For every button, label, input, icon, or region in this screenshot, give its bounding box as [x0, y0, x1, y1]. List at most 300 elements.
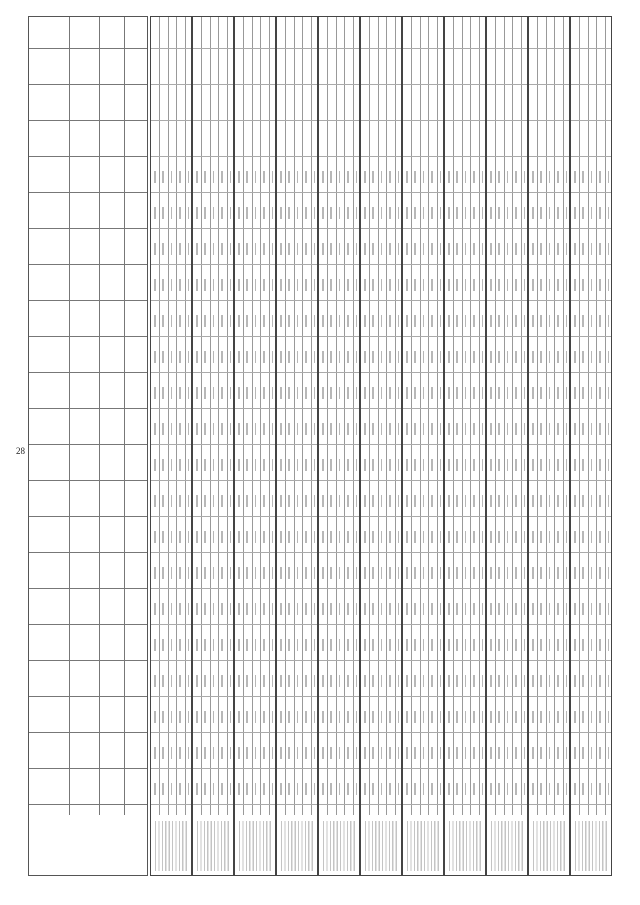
illegible-cell-mark	[557, 351, 559, 363]
illegible-cell-mark	[582, 675, 584, 687]
illegible-cell-mark	[314, 675, 316, 687]
column-rule	[151, 300, 191, 301]
illegible-cell-mark	[238, 711, 240, 723]
column-rule	[445, 732, 485, 733]
illegible-cell-mark	[599, 171, 601, 183]
illegible-cell-mark	[280, 783, 282, 795]
column-rule	[277, 48, 317, 49]
illegible-cell-mark	[204, 279, 206, 291]
illegible-cell-mark	[280, 711, 282, 723]
column-rule	[571, 660, 611, 661]
illegible-cell-mark	[246, 711, 248, 723]
illegible-cell-mark	[574, 711, 576, 723]
illegible-cell-mark	[238, 531, 240, 543]
illegible-cell-mark	[473, 567, 475, 579]
illegible-cell-mark	[356, 387, 358, 399]
column-rule	[361, 444, 401, 445]
illegible-cell-mark	[448, 423, 450, 435]
illegible-cell-mark	[456, 639, 458, 651]
illegible-cell-mark	[540, 423, 542, 435]
column-rule	[277, 516, 317, 517]
illegible-cell-mark	[305, 387, 307, 399]
illegible-cell-mark	[305, 495, 307, 507]
illegible-cell-mark	[490, 711, 492, 723]
column-rule	[487, 732, 527, 733]
illegible-cell-mark	[515, 531, 517, 543]
column-rule	[361, 372, 401, 373]
illegible-cell-mark	[599, 495, 601, 507]
illegible-cell-mark	[204, 783, 206, 795]
illegible-cell-mark	[364, 459, 366, 471]
column-rule	[277, 372, 317, 373]
illegible-cell-mark	[608, 495, 610, 507]
illegible-cell-mark	[364, 171, 366, 183]
illegible-cell-mark	[440, 207, 442, 219]
illegible-cell-mark	[524, 351, 526, 363]
illegible-cell-mark	[288, 567, 290, 579]
illegible-cell-mark	[272, 423, 274, 435]
illegible-cell-mark	[414, 783, 416, 795]
illegible-cell-mark	[490, 279, 492, 291]
illegible-cell-mark	[162, 783, 164, 795]
column-rule	[319, 228, 359, 229]
illegible-cell-mark	[246, 747, 248, 759]
column-rule	[361, 192, 401, 193]
illegible-cell-mark	[498, 675, 500, 687]
illegible-cell-mark	[456, 387, 458, 399]
illegible-cell-mark	[347, 207, 349, 219]
column-rule	[277, 336, 317, 337]
column-rule	[445, 696, 485, 697]
illegible-cell-mark	[339, 603, 341, 615]
illegible-cell-mark	[465, 711, 467, 723]
illegible-cell-mark	[213, 207, 215, 219]
header-column-divider	[29, 372, 147, 373]
illegible-cell-mark	[221, 711, 223, 723]
column-rule	[319, 408, 359, 409]
illegible-cell-mark	[263, 495, 265, 507]
column-rule	[529, 336, 569, 337]
illegible-cell-mark	[431, 459, 433, 471]
illegible-cell-mark	[322, 387, 324, 399]
illegible-cell-mark	[582, 387, 584, 399]
illegible-cell-mark	[297, 423, 299, 435]
illegible-cell-mark	[574, 531, 576, 543]
column-rule	[487, 804, 527, 805]
illegible-cell-mark	[255, 459, 257, 471]
column-rule	[151, 660, 191, 661]
illegible-cell-mark	[389, 387, 391, 399]
illegible-cell-mark	[423, 603, 425, 615]
illegible-cell-mark	[431, 279, 433, 291]
illegible-cell-mark	[305, 675, 307, 687]
column-rule	[361, 768, 401, 769]
illegible-cell-mark	[263, 171, 265, 183]
illegible-cell-mark	[280, 459, 282, 471]
illegible-cell-mark	[196, 495, 198, 507]
illegible-cell-mark	[431, 531, 433, 543]
illegible-cell-mark	[297, 459, 299, 471]
illegible-cell-mark	[406, 711, 408, 723]
illegible-cell-mark	[171, 603, 173, 615]
column-rule	[487, 768, 527, 769]
illegible-cell-mark	[448, 639, 450, 651]
column-rule	[571, 444, 611, 445]
illegible-cell-mark	[305, 747, 307, 759]
illegible-cell-mark	[389, 711, 391, 723]
illegible-cell-mark	[364, 315, 366, 327]
illegible-cell-mark	[440, 459, 442, 471]
illegible-cell-mark	[221, 675, 223, 687]
illegible-cell-mark	[557, 675, 559, 687]
illegible-cell-mark	[196, 279, 198, 291]
column-rule	[403, 156, 443, 157]
column-rule	[319, 516, 359, 517]
illegible-cell-mark	[330, 747, 332, 759]
illegible-cell-mark	[339, 243, 341, 255]
illegible-cell-mark	[465, 171, 467, 183]
illegible-cell-mark	[566, 603, 568, 615]
illegible-cell-mark	[482, 603, 484, 615]
illegible-cell-mark	[196, 639, 198, 651]
column-rule	[319, 732, 359, 733]
illegible-cell-mark	[456, 459, 458, 471]
illegible-cell-mark	[297, 531, 299, 543]
illegible-cell-mark	[330, 783, 332, 795]
illegible-cell-mark	[456, 747, 458, 759]
illegible-row-description	[533, 821, 565, 871]
illegible-cell-mark	[154, 459, 156, 471]
illegible-cell-mark	[280, 315, 282, 327]
illegible-cell-mark	[347, 567, 349, 579]
illegible-cell-mark	[524, 207, 526, 219]
illegible-cell-mark	[582, 747, 584, 759]
illegible-cell-mark	[566, 711, 568, 723]
illegible-cell-mark	[389, 459, 391, 471]
illegible-cell-mark	[574, 675, 576, 687]
illegible-cell-mark	[238, 315, 240, 327]
column-rule	[235, 444, 275, 445]
illegible-cell-mark	[356, 603, 358, 615]
illegible-cell-mark	[574, 243, 576, 255]
illegible-cell-mark	[280, 279, 282, 291]
illegible-cell-mark	[372, 423, 374, 435]
illegible-cell-mark	[423, 171, 425, 183]
illegible-cell-mark	[356, 243, 358, 255]
illegible-cell-mark	[322, 675, 324, 687]
column-rule	[403, 264, 443, 265]
illegible-cell-mark	[515, 387, 517, 399]
illegible-cell-mark	[414, 603, 416, 615]
illegible-cell-mark	[263, 711, 265, 723]
column-rule	[571, 300, 611, 301]
illegible-cell-mark	[263, 459, 265, 471]
column-rule	[529, 696, 569, 697]
illegible-cell-mark	[204, 603, 206, 615]
illegible-cell-mark	[456, 171, 458, 183]
illegible-cell-mark	[221, 531, 223, 543]
illegible-cell-mark	[507, 171, 509, 183]
illegible-cell-mark	[524, 243, 526, 255]
column-rule	[235, 120, 275, 121]
illegible-cell-mark	[431, 567, 433, 579]
illegible-cell-mark	[372, 639, 374, 651]
illegible-cell-mark	[196, 387, 198, 399]
column-rule	[571, 84, 611, 85]
header-column-divider	[29, 696, 147, 697]
illegible-cell-mark	[213, 171, 215, 183]
illegible-cell-mark	[482, 567, 484, 579]
column-rule	[319, 552, 359, 553]
illegible-cell-mark	[322, 351, 324, 363]
illegible-cell-mark	[482, 351, 484, 363]
illegible-cell-mark	[490, 603, 492, 615]
illegible-cell-mark	[171, 531, 173, 543]
illegible-cell-mark	[246, 243, 248, 255]
illegible-cell-mark	[272, 711, 274, 723]
column-rule	[529, 732, 569, 733]
illegible-cell-mark	[582, 459, 584, 471]
illegible-cell-mark	[414, 531, 416, 543]
column-rule	[487, 372, 527, 373]
illegible-cell-mark	[524, 531, 526, 543]
illegible-cell-mark	[280, 747, 282, 759]
illegible-cell-mark	[599, 207, 601, 219]
illegible-cell-mark	[154, 279, 156, 291]
illegible-cell-mark	[448, 459, 450, 471]
illegible-cell-mark	[431, 207, 433, 219]
illegible-cell-mark	[297, 567, 299, 579]
illegible-cell-mark	[465, 423, 467, 435]
header-column-divider	[29, 732, 147, 733]
illegible-cell-mark	[582, 531, 584, 543]
illegible-cell-mark	[347, 639, 349, 651]
illegible-cell-mark	[288, 171, 290, 183]
illegible-cell-mark	[423, 711, 425, 723]
illegible-cell-mark	[549, 207, 551, 219]
illegible-cell-mark	[204, 567, 206, 579]
illegible-cell-mark	[347, 495, 349, 507]
illegible-cell-mark	[599, 639, 601, 651]
illegible-cell-mark	[339, 711, 341, 723]
illegible-cell-mark	[305, 423, 307, 435]
column-rule	[151, 120, 191, 121]
illegible-cell-mark	[389, 315, 391, 327]
illegible-cell-mark	[356, 783, 358, 795]
illegible-cell-mark	[431, 243, 433, 255]
illegible-cell-mark	[599, 315, 601, 327]
illegible-cell-mark	[314, 171, 316, 183]
column-rule	[487, 300, 527, 301]
table-row-group	[570, 16, 612, 876]
illegible-cell-mark	[465, 495, 467, 507]
illegible-cell-mark	[414, 639, 416, 651]
illegible-cell-mark	[196, 459, 198, 471]
column-rule	[151, 408, 191, 409]
illegible-cell-mark	[423, 531, 425, 543]
illegible-cell-mark	[196, 567, 198, 579]
illegible-cell-mark	[599, 351, 601, 363]
column-rule	[529, 156, 569, 157]
illegible-cell-mark	[591, 567, 593, 579]
illegible-cell-mark	[456, 423, 458, 435]
illegible-cell-mark	[322, 495, 324, 507]
illegible-cell-mark	[330, 675, 332, 687]
illegible-cell-mark	[347, 783, 349, 795]
illegible-cell-mark	[599, 531, 601, 543]
illegible-cell-mark	[515, 675, 517, 687]
illegible-cell-mark	[162, 387, 164, 399]
illegible-cell-mark	[322, 531, 324, 543]
header-column-divider	[29, 552, 147, 553]
illegible-cell-mark	[515, 495, 517, 507]
illegible-cell-mark	[591, 747, 593, 759]
column-rule	[193, 588, 233, 589]
illegible-cell-mark	[196, 171, 198, 183]
column-rule	[445, 480, 485, 481]
illegible-cell-mark	[154, 495, 156, 507]
illegible-cell-mark	[288, 423, 290, 435]
illegible-cell-mark	[162, 747, 164, 759]
illegible-cell-mark	[263, 387, 265, 399]
illegible-cell-mark	[213, 711, 215, 723]
column-rule	[529, 660, 569, 661]
illegible-cell-mark	[574, 747, 576, 759]
illegible-cell-mark	[272, 171, 274, 183]
illegible-cell-mark	[591, 639, 593, 651]
illegible-cell-mark	[162, 495, 164, 507]
illegible-cell-mark	[549, 531, 551, 543]
illegible-cell-mark	[196, 783, 198, 795]
illegible-cell-mark	[381, 711, 383, 723]
illegible-cell-mark	[406, 243, 408, 255]
illegible-cell-mark	[339, 423, 341, 435]
column-rule	[235, 696, 275, 697]
illegible-cell-mark	[246, 171, 248, 183]
illegible-cell-mark	[272, 351, 274, 363]
illegible-cell-mark	[498, 171, 500, 183]
illegible-cell-mark	[482, 315, 484, 327]
illegible-cell-mark	[263, 747, 265, 759]
illegible-cell-mark	[498, 639, 500, 651]
illegible-cell-mark	[154, 387, 156, 399]
illegible-cell-mark	[591, 207, 593, 219]
illegible-cell-mark	[263, 783, 265, 795]
illegible-cell-mark	[456, 315, 458, 327]
illegible-cell-mark	[599, 459, 601, 471]
illegible-cell-mark	[171, 243, 173, 255]
illegible-cell-mark	[204, 171, 206, 183]
illegible-cell-mark	[305, 531, 307, 543]
illegible-cell-mark	[431, 783, 433, 795]
illegible-cell-mark	[188, 567, 190, 579]
header-column-divider	[29, 228, 147, 229]
illegible-cell-mark	[230, 675, 232, 687]
illegible-cell-mark	[406, 603, 408, 615]
illegible-cell-mark	[305, 639, 307, 651]
illegible-cell-mark	[507, 783, 509, 795]
illegible-cell-mark	[389, 207, 391, 219]
illegible-cell-mark	[557, 315, 559, 327]
illegible-cell-mark	[398, 783, 400, 795]
illegible-cell-mark	[171, 639, 173, 651]
illegible-cell-mark	[372, 603, 374, 615]
illegible-cell-mark	[356, 171, 358, 183]
illegible-cell-mark	[465, 315, 467, 327]
column-rule	[193, 336, 233, 337]
illegible-cell-mark	[322, 279, 324, 291]
illegible-cell-mark	[288, 387, 290, 399]
column-rule	[445, 336, 485, 337]
illegible-cell-mark	[280, 243, 282, 255]
illegible-cell-mark	[238, 207, 240, 219]
illegible-cell-mark	[154, 423, 156, 435]
illegible-cell-mark	[490, 315, 492, 327]
illegible-cell-mark	[582, 315, 584, 327]
illegible-cell-mark	[280, 387, 282, 399]
illegible-cell-mark	[465, 747, 467, 759]
illegible-cell-mark	[330, 495, 332, 507]
illegible-cell-mark	[238, 783, 240, 795]
illegible-cell-mark	[490, 531, 492, 543]
illegible-cell-mark	[171, 675, 173, 687]
illegible-cell-mark	[431, 675, 433, 687]
illegible-cell-mark	[162, 279, 164, 291]
illegible-cell-mark	[549, 783, 551, 795]
column-rule	[529, 588, 569, 589]
illegible-cell-mark	[473, 351, 475, 363]
column-rule	[571, 588, 611, 589]
column-rule	[487, 444, 527, 445]
column-rule	[403, 228, 443, 229]
illegible-cell-mark	[423, 387, 425, 399]
illegible-cell-mark	[423, 747, 425, 759]
illegible-cell-mark	[330, 387, 332, 399]
illegible-cell-mark	[246, 603, 248, 615]
illegible-cell-mark	[507, 711, 509, 723]
illegible-cell-mark	[582, 351, 584, 363]
illegible-cell-mark	[591, 351, 593, 363]
illegible-cell-mark	[515, 351, 517, 363]
illegible-cell-mark	[456, 351, 458, 363]
illegible-cell-mark	[238, 459, 240, 471]
illegible-cell-mark	[566, 459, 568, 471]
illegible-cell-mark	[582, 711, 584, 723]
illegible-cell-mark	[465, 675, 467, 687]
illegible-cell-mark	[549, 315, 551, 327]
illegible-cell-mark	[372, 243, 374, 255]
column-rule	[403, 120, 443, 121]
illegible-cell-mark	[398, 171, 400, 183]
illegible-cell-mark	[557, 711, 559, 723]
column-rule	[571, 48, 611, 49]
illegible-cell-mark	[440, 603, 442, 615]
column-rule	[529, 264, 569, 265]
illegible-cell-mark	[221, 747, 223, 759]
illegible-cell-mark	[280, 567, 282, 579]
column-rule	[277, 588, 317, 589]
illegible-cell-mark	[440, 171, 442, 183]
illegible-cell-mark	[524, 603, 526, 615]
column-rule	[235, 588, 275, 589]
illegible-cell-mark	[532, 171, 534, 183]
illegible-cell-mark	[255, 387, 257, 399]
column-rule	[319, 48, 359, 49]
illegible-cell-mark	[566, 351, 568, 363]
illegible-cell-mark	[188, 531, 190, 543]
illegible-cell-mark	[482, 243, 484, 255]
illegible-cell-mark	[549, 243, 551, 255]
